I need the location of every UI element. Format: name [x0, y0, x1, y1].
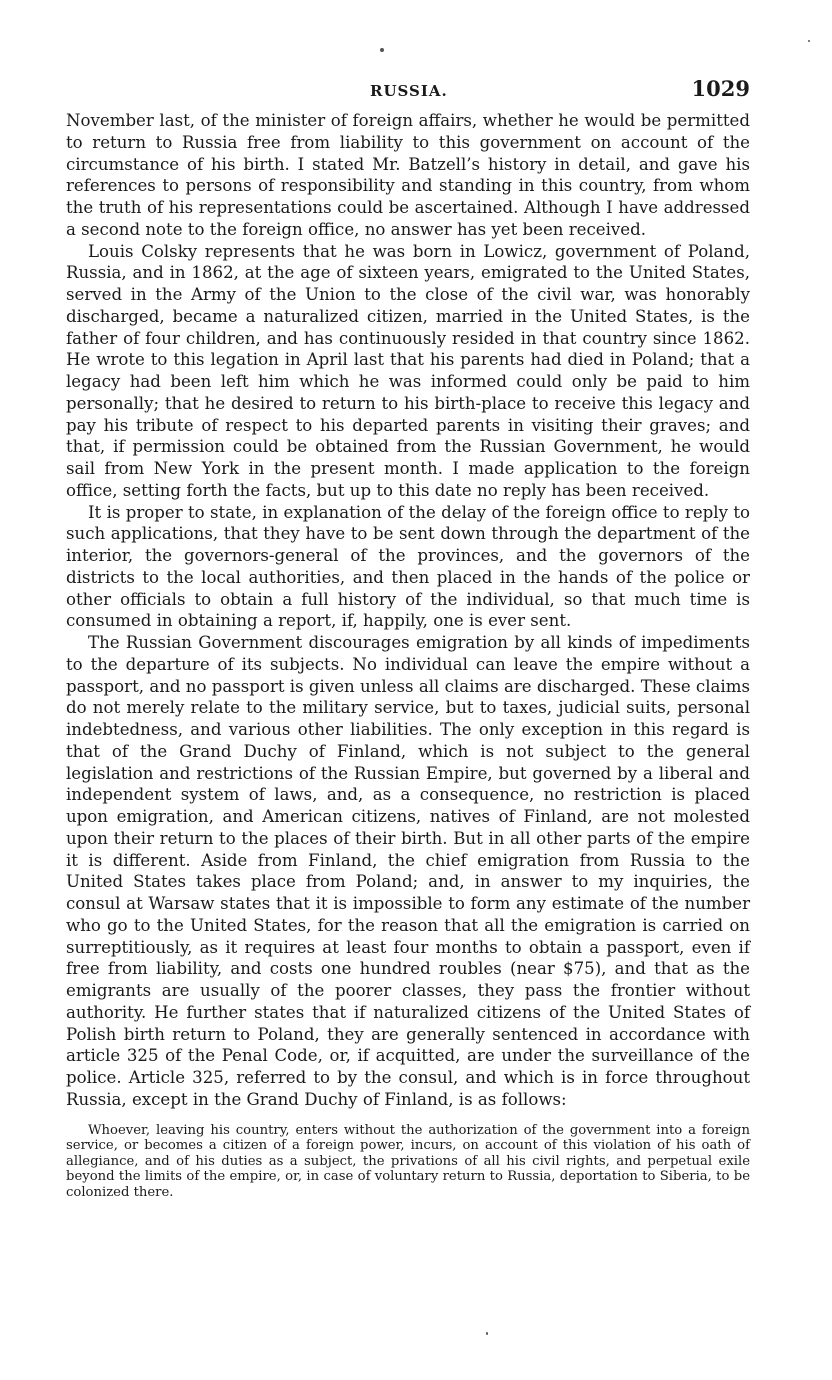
document-page	[66, 70, 750, 1200]
body-paragraph-emigration: The Russian Government discourages emigration by all kinds of impediments to the departure of its subjects. No individual can leave the empire without a passport, and no passport is given unless all claims are discharged. These claims do not merely relate to the military service, but to taxes, judicial suits, personal indebtedness, and various other liabilities. The only exception in this regard is that of the Grand Duchy of Finland, which is not subject to the general legislation and restrictions of the Russian Empire, but governed by a liberal and independent system of laws, and, as a consequence, no restriction is placed upon emigration, and American citizens, natives of Finland, are not molested upon their return to the places of their birth. But in all other parts of the empire it is different. Aside from Finland, the chief emigration from Russia to the United States takes place from Poland; and, in answer to my inquiries, the consul at Warsaw states that it is impossible to form any estimate of the number who go to the United States, for the reason that all the emigration is carried on surreptitiously, as it requires at least four months to obtain a passport, even if free from liability, and costs one hundred roubles (near $75), and that as the emigrants are usually of the poorer classes, they pass the frontier without authority. He further states that if naturalized citizens of the United States of Polish birth return to Poland, they are generally sentenced in accordance with article 325 of the Penal Code, or, if acquitted, are under the surveillance of the police. Article 325, referred to by the consul, and which is in force throughout Russia, except in the Grand Duchy of Finland, is as follows:	[66, 633, 750, 1109]
running-head	[66, 70, 750, 110]
body-paragraph-colsky: Louis Colsky represents that he was born in Lowicz, government of Poland, Russia, and in 1862, at the age of sixteen years, emigrated to the United States, served in the Army of the Union to the close of the civil war, was honorably discharged, became a naturalized citizen, married in the United States, is the father of four children, and has continuously resided in that country since 1862. He wrote to this legation in April last that his parents had died in Poland; that a legacy had been left him which he was informed could only be paid to him personally; that he desired to return to his birth-place to receive this legacy and pay his tribute of respect to his departed parents in visiting their graves; and that, if permission could be obtained from the Russian Government, he would sail from New York in the present month. I made application to the foreign office, setting forth the facts, but up to this date no reply has been received.	[66, 241, 750, 500]
page-number: 1029	[691, 76, 750, 101]
ink-speck	[486, 1332, 488, 1335]
body-paragraph-delay: It is proper to state, in explanation of the delay of the foreign office to reply to such applications, that they have to be sent down through the department of the interior, the governors-general of the provinces, and the governors of the districts to the local authorities, and then placed in the hands of the police or other officials to obtain a full history of the individual, so that much time is consumed in obtaining a report, if, happily, one is ever sent.	[66, 502, 750, 631]
ink-speck	[380, 48, 384, 52]
running-head-title: RUSSIA.	[370, 82, 448, 100]
penal-code-article-quote: Whoever, leaving his country, enters without the authorization of the government into a foreign service, or becomes a citizen of a foreign power, incurs, on account of this violation of his oath of allegiance, and of his duties as a subject, the privations of all his civil rights, and perpetual exile beyond the limits of the empire, or, in case of voluntary return to Russia, deportation to Siberia, to be colonized there.	[66, 1122, 750, 1200]
ink-speck	[808, 40, 810, 42]
body-paragraph-continuation: November last, of the minister of foreign affairs, whether he would be permitted to return to Russia free from liability to this government on account of the circumstance of his birth. I stated Mr. Batzell’s history in detail, and gave his references to persons of responsibility and standing in this country, from whom the truth of his representations could be ascertained. Although I have addressed a second note to the foreign office, no answer has yet been received.	[66, 111, 750, 239]
